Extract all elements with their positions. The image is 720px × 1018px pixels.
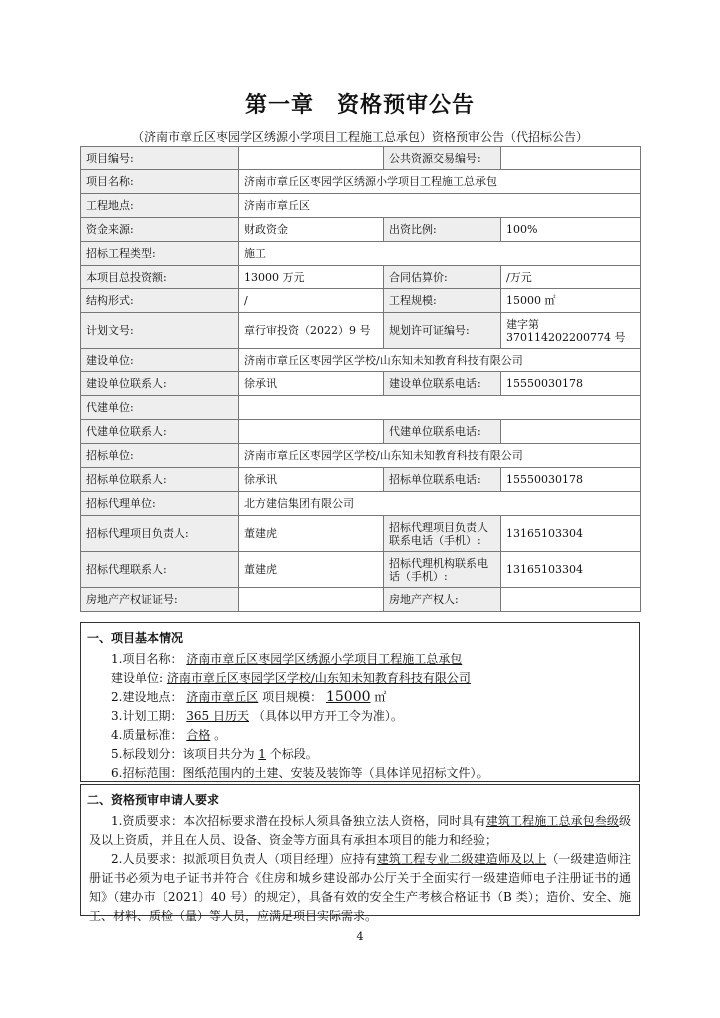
- table-row: [81, 170, 641, 194]
- trade-no-label: 公共资源交易编号:: [384, 147, 501, 170]
- section-heading: 二、资格预审申请人要求: [87, 793, 220, 807]
- project-no-label: 项目编号:: [81, 147, 239, 170]
- tenderer-contact-label: 招标单位联系人:: [81, 468, 239, 492]
- table-row: [81, 420, 641, 444]
- line-prefix: 1.项目名称：: [111, 652, 183, 666]
- place-value: 济南市章丘区: [186, 690, 259, 704]
- notice-subtitle: （济南市章丘区枣园学区绣源小学项目工程施工总承包）资格预审公告（代招标公告）: [131, 130, 588, 144]
- lot-suffix: 个标段。: [269, 747, 318, 761]
- agency-org-phone-label: 招标代理机构联系电话（手机）:: [384, 552, 501, 588]
- project-info-table: [80, 146, 641, 612]
- agency-lead-value: 董建虎: [239, 516, 384, 552]
- table-row: [81, 492, 641, 516]
- builder-phone-value: 15550030178: [501, 372, 641, 396]
- applicant-requirements-section: [80, 784, 640, 923]
- page-number: 4: [356, 930, 364, 943]
- table-row: [81, 349, 641, 372]
- project-no-value: [239, 147, 384, 170]
- table-row: [81, 218, 641, 242]
- table-row: [81, 147, 641, 170]
- builder-value: 济南市章丘区枣园学区学校/山东知未知教育科技有限公司: [239, 349, 641, 372]
- table-row: [81, 242, 641, 266]
- agency-contact-label: 招标代理联系人:: [81, 552, 239, 588]
- paragraph-text: （一级建造师注册证书必须为电子证书并符合《住房和城乡建设部办公厅关于全面实行一级建造师电子注册证书的通知》（建办市〔2021〕40 号）的规定），具备有效的安全生产考核合格证书（B 类）；造价、安全、施工、材料、质检（量）等人员，应满足项目实际需求。: [89, 852, 631, 923]
- agency-lead-phone-label: 招标代理项目负责人联系电话（手机）:: [384, 516, 501, 552]
- scale-prefix: 项目规模：: [262, 690, 323, 704]
- scale-label: 工程规模:: [384, 289, 501, 313]
- project-basics-section: [80, 622, 640, 782]
- agency-org-phone-value: 13165103304: [501, 552, 641, 588]
- table-row: [81, 552, 641, 588]
- location-value: 济南市章丘区: [239, 194, 641, 218]
- agent-builder-contact-value: [239, 420, 384, 444]
- fund-source-label: 资金来源:: [81, 218, 239, 242]
- table-row: [81, 313, 641, 349]
- structure-label: 结构形式:: [81, 289, 239, 313]
- personnel-value: 建筑工程专业二级建造师及以上: [376, 852, 547, 866]
- scale-value: 15000 ㎡: [501, 289, 641, 313]
- table-row: [81, 588, 641, 612]
- tender-type-value: 施工: [239, 242, 641, 266]
- place-line: [81, 688, 639, 707]
- agency-value: 北方建信集团有限公司: [239, 492, 641, 516]
- agent-builder-contact-label: 代建单位联系人:: [81, 420, 239, 444]
- period-suffix: （具体以甲方开工令为准）。: [252, 709, 403, 723]
- total-invest-value: 13000 万元: [239, 266, 384, 289]
- tenderer-value: 济南市章丘区枣园学区学校/山东知未知教育科技有限公司: [239, 444, 641, 468]
- project-name-label: 项目名称:: [81, 170, 239, 194]
- permit-label: 规划许可证编号:: [384, 313, 501, 349]
- table-row: [81, 289, 641, 313]
- personnel-paragraph: [81, 850, 639, 926]
- table-row: [81, 516, 641, 552]
- structure-value: /: [239, 289, 384, 313]
- fund-source-value: 财政资金: [239, 218, 384, 242]
- agency-lead-phone-value: 13165103304: [501, 516, 641, 552]
- table-row: [81, 372, 641, 396]
- table-row: [81, 266, 641, 289]
- plan-doc-label: 计划文号:: [81, 313, 239, 349]
- agent-builder-phone-label: 代建单位联系电话:: [384, 420, 501, 444]
- tenderer-contact-value: 徐承讯: [239, 468, 384, 492]
- tender-type-label: 招标工程类型:: [81, 242, 239, 266]
- lot-value: 1: [258, 747, 266, 761]
- chapter-title: 第一章 资格预审公告: [244, 93, 475, 118]
- section-heading: 一、项目基本情况: [87, 631, 184, 645]
- agent-builder-phone-value: [501, 420, 641, 444]
- table-row: [81, 444, 641, 468]
- line-prefix: 5.标段划分：该项目共分为: [111, 747, 255, 761]
- agency-lead-label: 招标代理项目负责人:: [81, 516, 239, 552]
- builder-value: 济南市章丘区枣园学区学校/山东知未知教育科技有限公司: [166, 671, 471, 685]
- scale-value: 15000: [325, 689, 371, 705]
- agency-contact-value: 董建虎: [239, 552, 384, 588]
- quality-line: [81, 726, 639, 745]
- estate-owner-value: [501, 588, 641, 612]
- tenderer-phone-value: 15550030178: [501, 468, 641, 492]
- line-prefix: 建设单位:: [111, 671, 164, 685]
- contract-est-value: /万元: [501, 266, 641, 289]
- qualification-value: 建筑工程施工总承包叁级: [485, 814, 619, 828]
- fund-ratio-value: 100%: [501, 218, 641, 242]
- estate-cert-label: 房地产产权证证号:: [81, 588, 239, 612]
- scope-line: 6.招标范围：图纸范围内的土建、安装及装饰等（具体详见招标文件）。: [111, 766, 489, 780]
- estate-cert-value: [239, 588, 384, 612]
- builder-contact-value: 徐承讯: [239, 372, 384, 396]
- scale-unit: ㎡: [374, 690, 387, 704]
- table-row: [81, 194, 641, 218]
- qualification-paragraph: [81, 812, 639, 850]
- line-prefix: 2.建设地点：: [111, 690, 183, 704]
- builder-phone-label: 建设单位联系电话:: [384, 372, 501, 396]
- project-name-value: 济南市章丘区枣园学区绣源小学项目工程施工总承包: [186, 652, 463, 666]
- estate-owner-label: 房地产产权人:: [384, 588, 501, 612]
- fund-ratio-label: 出资比例:: [384, 218, 501, 242]
- line-prefix: 3.计划工期：: [111, 709, 183, 723]
- total-invest-label: 本项目总投资额:: [81, 266, 239, 289]
- table-row: [81, 396, 641, 420]
- location-label: 工程地点:: [81, 194, 239, 218]
- line-prefix: 4.质量标准：: [111, 728, 183, 742]
- period-value: 365 日历天: [186, 709, 250, 723]
- builder-contact-label: 建设单位联系人:: [81, 372, 239, 396]
- agent-builder-value: [239, 396, 641, 420]
- tenderer-label: 招标单位:: [81, 444, 239, 468]
- paragraph-text: 1.资质要求：本次招标要求潜在投标人须具备独立法人资格，同时具有: [111, 814, 486, 828]
- quality-value: 合格: [186, 728, 211, 742]
- plan-doc-value: 章行审投资（2022）9 号: [239, 313, 384, 349]
- project-name-line: [81, 650, 639, 669]
- paragraph-text: 2.人员要求：拟派项目负责人（项目经理）应持有: [111, 852, 377, 866]
- agent-builder-label: 代建单位:: [81, 396, 239, 420]
- period-line: [81, 707, 639, 726]
- table-row: [81, 468, 641, 492]
- lot-line: [81, 745, 639, 764]
- quality-suffix: 。: [214, 728, 227, 742]
- permit-value: 建字第 370114202200774 号: [501, 313, 641, 349]
- paragraph-text: 级及以上资质，并且在人员、设备、资金等方面具有承担本项目的能力和经验；: [89, 814, 631, 847]
- tenderer-phone-label: 招标单位联系电话:: [384, 468, 501, 492]
- trade-no-value: [501, 147, 641, 170]
- builder-label: 建设单位:: [81, 349, 239, 372]
- builder-line: [81, 669, 639, 688]
- agency-label: 招标代理单位:: [81, 492, 239, 516]
- contract-est-label: 合同估算价:: [384, 266, 501, 289]
- project-name-value: 济南市章丘区枣园学区绣源小学项目工程施工总承包: [239, 170, 641, 194]
